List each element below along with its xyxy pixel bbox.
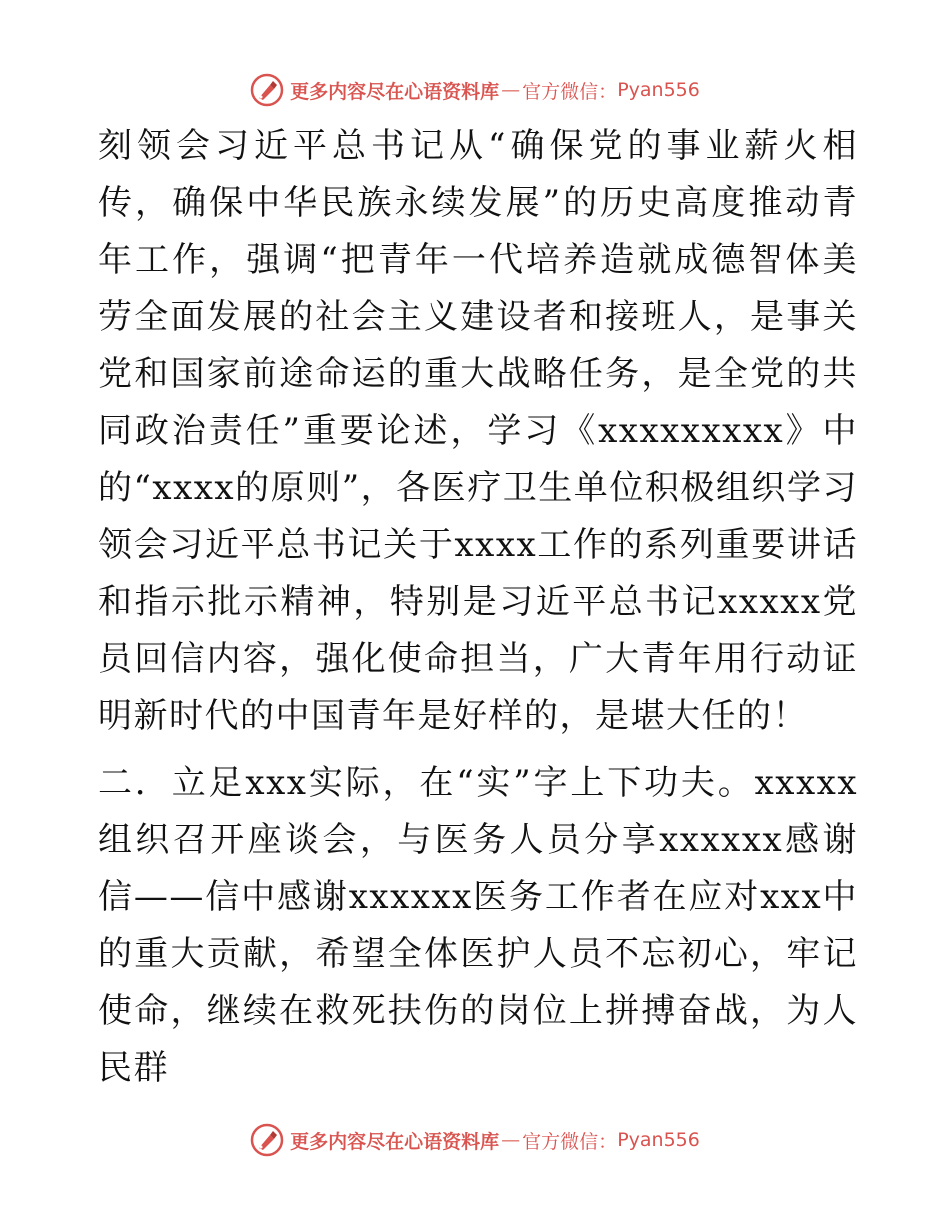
watermark-dash: —: [501, 79, 521, 101]
header-watermark: [0, 70, 950, 110]
pen-nib-logo-icon: [250, 1123, 284, 1157]
pen-nib-logo-icon: [250, 73, 284, 107]
watermark-label: 官方微信：: [522, 1130, 618, 1153]
watermark-label: 官方微信：: [522, 80, 618, 103]
watermark-wechat-id: Pyan556: [617, 1129, 700, 1151]
document-body: [98, 118, 858, 1097]
watermark-wechat-id: Pyan556: [617, 79, 700, 101]
footer-watermark: [0, 1120, 950, 1160]
paragraph-1: 刻领会习近平总书记从“确保党的事业薪火相传，确保中华民族永续发展”的历史高度推动青年工作，强调“把青年一代培养造就成德智体美劳全面发展的社会主义建设者和接班人，是事关党和国家前途命运的重大战略任务，是全党的共同政治责任”重要论述，学习《xxxxxxxxx》中的“xxxx的原则”，各医疗卫生单位积极组织学习领会习近平总书记关于xxxx工作的系列重要讲话和指示批示精神，特别是习近平总书记xxxxx党员回信内容，强化使命担当，广大青年用行动证明新时代的中国青年是好样的，是堪大任的！: [98, 126, 858, 736]
paragraph-2: 二．立足xxx实际，在“实”字上下功夫。xxxxx组织召开座谈会，与医务人员分享xxxxxx感谢信——信中感谢xxxxxx医务工作者在应对xxx中的重大贡献，希望全体医护人员不忘初心，牢记使命，继续在救死扶伤的岗位上拼搏奋战，为人民群: [98, 763, 858, 1088]
watermark-dash: —: [501, 1129, 521, 1151]
watermark-main-text: 更多内容尽在心语资料库: [290, 80, 500, 103]
watermark-main-text: 更多内容尽在心语资料库: [290, 1130, 500, 1153]
